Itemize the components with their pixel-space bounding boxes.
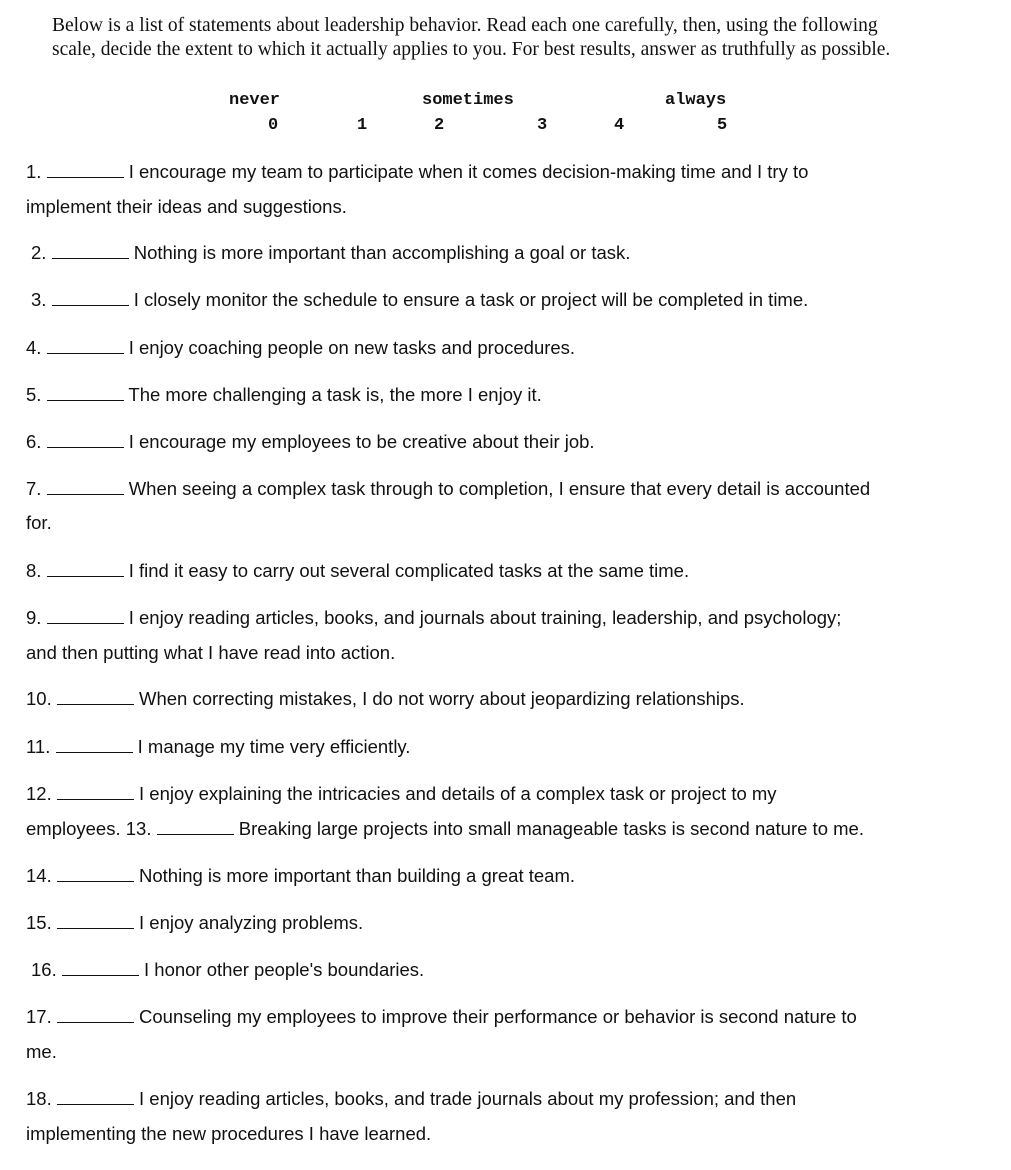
statement-9: [26, 607, 841, 629]
statement-1-continuation: implement their ideas and suggestions.: [26, 196, 347, 217]
answer-blank-18[interactable]: [57, 1090, 134, 1105]
statement-text: I enjoy explaining the intricacies and details of a complex task or project to my: [139, 783, 777, 804]
statement-text: Counseling my employees to improve their performance or behavior is second nature to: [139, 1006, 857, 1027]
statement-number: 7.: [26, 478, 42, 499]
answer-blank-13[interactable]: [157, 820, 234, 835]
answer-blank-7[interactable]: [47, 480, 124, 495]
statement-text: I enjoy analyzing problems.: [139, 912, 364, 933]
statement-text: I find it easy to carry out several complicated tasks at the same time.: [128, 560, 690, 581]
statement-number: 3.: [31, 289, 47, 310]
scale-value-5: 5: [717, 116, 728, 135]
statement-text: I encourage my team to participate when it comes decision-making time and I try to: [128, 161, 809, 182]
scale-value-0: 0: [268, 116, 279, 135]
statement-text: I encourage my employees to be creative about their job.: [128, 431, 595, 452]
statement-number: 12.: [26, 783, 52, 804]
statement-text: I manage my time very efficiently.: [137, 736, 411, 757]
statement-4: [26, 337, 575, 359]
statement-text: I enjoy reading articles, books, and trade journals about my profession; and then: [139, 1088, 797, 1109]
statement-text: I closely monitor the schedule to ensure a task or project will be completed in time.: [133, 289, 809, 310]
scale-value-3: 3: [537, 116, 548, 135]
answer-blank-5[interactable]: [47, 386, 124, 401]
statement-number: 18.: [26, 1088, 52, 1109]
scale-label-never: never: [229, 91, 281, 110]
answer-blank-11[interactable]: [56, 738, 133, 753]
statement-number: 6.: [26, 431, 42, 452]
statement-text: I enjoy reading articles, books, and journals about training, leadership, and psychology;: [128, 607, 842, 628]
statement-number: 2.: [31, 242, 47, 263]
answer-blank-8[interactable]: [47, 562, 124, 577]
scale-value-4: 4: [614, 116, 625, 135]
statement-11: [26, 736, 410, 758]
statement-text: I enjoy coaching people on new tasks and procedures.: [128, 337, 576, 358]
answer-blank-1[interactable]: [47, 163, 124, 178]
answer-blank-12[interactable]: [57, 785, 134, 800]
statement-7-continuation: for.: [26, 512, 52, 533]
statement-text: I honor other people's boundaries.: [144, 959, 425, 980]
statement-text: Nothing is more important than building a great team.: [139, 865, 576, 886]
answer-blank-14[interactable]: [57, 867, 134, 882]
statement-9-continuation: and then putting what I have read into action.: [26, 642, 396, 663]
answer-blank-10[interactable]: [57, 690, 134, 705]
scale-label-sometimes: sometimes: [422, 91, 514, 110]
scale-value-2: 2: [434, 116, 445, 135]
answer-blank-3[interactable]: [52, 291, 129, 306]
statement-number: 16.: [31, 959, 57, 980]
statement-12: [26, 783, 777, 805]
answer-blank-4[interactable]: [47, 339, 124, 354]
statement-text: Nothing is more important than accomplishing a goal or task.: [133, 242, 631, 263]
statement-number: 14.: [26, 865, 52, 886]
statement-number: 4.: [26, 337, 42, 358]
statement-number: 10.: [26, 688, 52, 709]
answer-blank-17[interactable]: [57, 1008, 134, 1023]
statement-number: 1.: [26, 161, 42, 182]
answer-blank-6[interactable]: [47, 433, 124, 448]
scale-label-always: always: [665, 91, 727, 110]
statement-12-continuation-with-13: [26, 818, 864, 840]
statement-3: [31, 289, 808, 311]
statement-18: [26, 1088, 796, 1110]
statement-number: 17.: [26, 1006, 52, 1027]
answer-blank-2[interactable]: [52, 244, 129, 259]
statement-15: [26, 912, 363, 934]
statement-2: [31, 242, 630, 264]
statement-7: [26, 478, 870, 500]
statement-1: [26, 161, 808, 183]
statement-10: [26, 688, 745, 710]
answer-blank-16[interactable]: [62, 961, 139, 976]
statement-8: [26, 560, 689, 582]
statement-text: The more challenging a task is, the more I enjoy it.: [128, 384, 542, 405]
statement-14: [26, 865, 575, 887]
statement-number: 8.: [26, 560, 42, 581]
statement-number: 15.: [26, 912, 52, 933]
scale-value-1: 1: [357, 116, 368, 135]
statement-text: When correcting mistakes, I do not worry about jeopardizing relationships.: [139, 688, 745, 709]
statement-number: 5.: [26, 384, 42, 405]
statement-18-continuation: implementing the new procedures I have learned.: [26, 1123, 432, 1144]
statement-text: When seeing a complex task through to completion, I ensure that every detail is accounted: [128, 478, 871, 499]
statement-number: 9.: [26, 607, 42, 628]
answer-blank-15[interactable]: [57, 914, 134, 929]
statement-6: [26, 431, 595, 453]
answer-blank-9[interactable]: [47, 609, 124, 624]
instructions-paragraph: Below is a list of statements about leadership behavior. Read each one carefully, then, using the following scale, decide the extent to which it actually applies to you. For best results, answer as truthfully as possible.: [52, 15, 891, 60]
statement-12-continuation: employees. 13.: [26, 818, 152, 839]
statement-5: [26, 384, 542, 406]
statement-13-text: Breaking large projects into small manageable tasks is second nature to me.: [238, 818, 864, 839]
statement-16: [31, 959, 424, 981]
statement-number: 11.: [26, 736, 51, 757]
statement-17-continuation: me.: [26, 1041, 57, 1062]
statement-17: [26, 1006, 857, 1028]
